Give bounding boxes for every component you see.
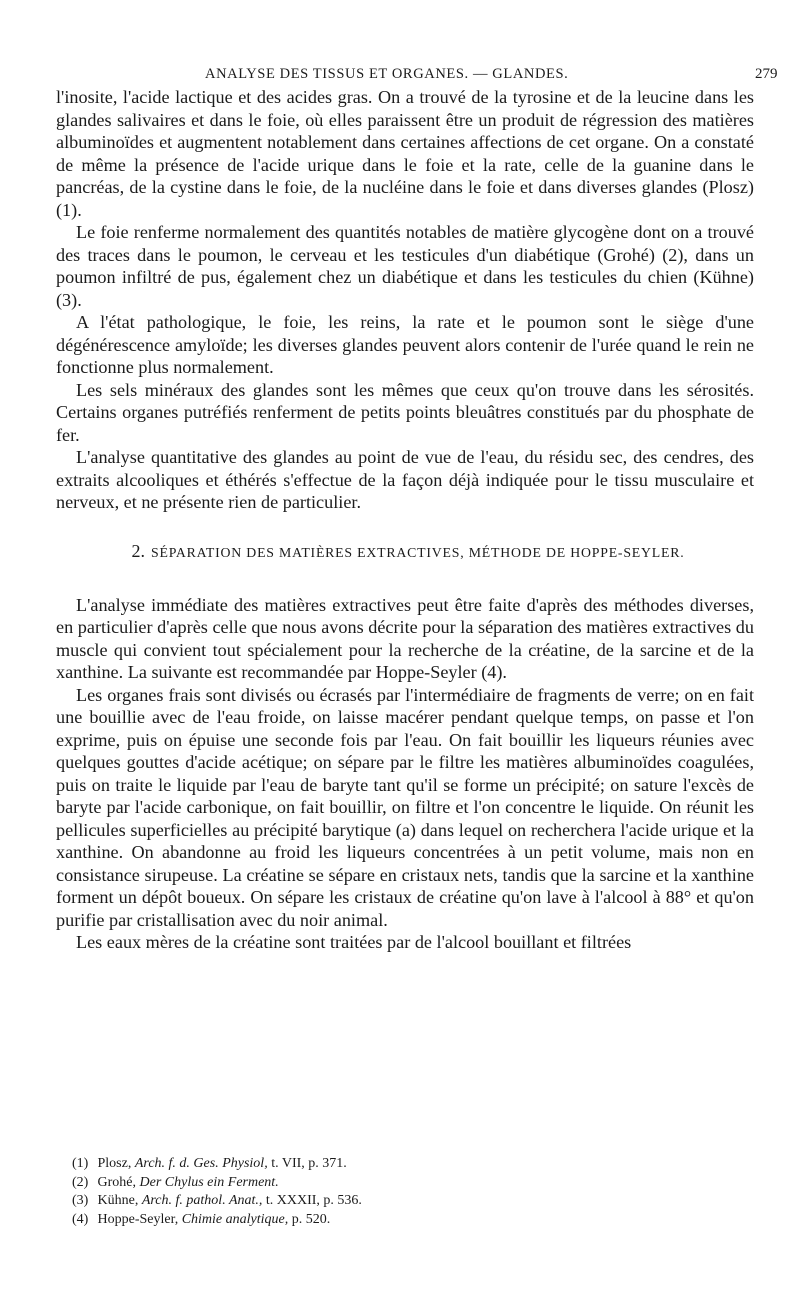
paragraph: L'analyse immédiate des matières extractives peut être faite d'après des méthodes diverses, en particulier d'après celle que nous avons décrite pour la séparation des matières extractives du muscle qui convient tout spécialement pour la recherche de la créatine, de la sarcine et de la xanthine. La suivante est recommandée par Hoppe-Seyler (4).: [56, 594, 754, 682]
section-number: 2.: [131, 540, 145, 561]
paragraph: L'analyse quantitative des glandes au point de vue de l'eau, du résidu sec, des cendres, des extraits alcooliques et éthérés s'effectue de la façon déjà indiquée pour le tissu musculaire et nerveux, et ne présente rien de particulier.: [56, 447, 754, 512]
footnote: (2) Grohé, Der Chylus ein Ferment.: [72, 1174, 279, 1190]
footnote: (1) Plosz, Arch. f. d. Ges. Physiol, t. VII, p. 371.: [72, 1156, 347, 1171]
paragraph: Les organes frais sont divisés ou écrasés par l'intermédiaire de fragments de verre; on en fait une bouillie avec de l'eau froide, on laisse macérer pendant quelque temps, on passe et l'on exprime, puis on épuise une seconde fois par l'eau. On fait bouillir les liqueurs réunies avec quelques gouttes d'acide acétique; on sépare par le filtre les matières albuminoïdes coagulées, puis on traite le liquide par l'eau de baryte tant qu'il se forme un précipité; on sature l'excès de baryte par l'acide carbonique, on fait bouillir, on filtre et l'on concentre le liquide. On réunit les pellicules superficielles au précipité barytique (a) dans lequel on recherchera l'acide urique et la xanthine. On abandonne au froid les liqueurs concentrées à un petit volume, mais non en consistance sirupeuse. La créatine se sépare en cristaux nets, tandis que la sarcine et la xanthine forment un dépôt boueux. On sépare les cristaux de créatine qu'on lave à l'alcool à 88° et qu'on purifie par cristallisation avec du noir animal.: [56, 684, 754, 930]
paragraph: A l'état pathologique, le foie, les reins, la rate et le poumon sont le siège d'une dégénérescence amyloïde; les diverses glandes peuvent alors contenir de l'urée quand le rein ne fonctionne plus normalement.: [56, 312, 754, 377]
footnote: (4) Hoppe-Seyler, Chimie analytique, p. 520.: [72, 1211, 331, 1227]
paragraph: Les eaux mères de la créatine sont traitées par de l'alcool bouillant et filtrées: [76, 932, 632, 952]
paragraph: l'inosite, l'acide lactique et des acides gras. On a trouvé de la tyrosine et de la leucine dans les glandes salivaires et dans le foie, où elles paraissent être un produit de régression des matières albuminoïdes et augmentent notablement dans certaines affections de cet organe. On a constaté de même la présence de l'acide urique dans le foie et la rate, celle de la guanine dans le pancréas, de la cystine dans le foie, de la nucléine dans le foie et dans diverses glandes (Plosz) (1).: [56, 87, 754, 220]
running-title: ANALYSE DES TISSUS ET ORGANES. — GLANDES.: [205, 66, 569, 82]
page-body: [56, 86, 754, 954]
section-heading: [56, 540, 754, 564]
section-title: SÉPARATION DES MATIÈRES EXTRACTIVES, MÉTHODE DE HOPPE-SEYLER.: [151, 544, 685, 560]
footnote: (3) Kühne, Arch. f. pathol. Anat., t. XXXII, p. 536.: [72, 1193, 362, 1208]
paragraph: Les sels minéraux des glandes sont les mêmes que ceux qu'on trouve dans les sérosités. Certains organes putréfiés renferment de petits points bleuâtres constitués par du phosphate de fer.: [56, 379, 754, 445]
page-number: 279: [755, 66, 778, 82]
footnotes: [72, 1155, 732, 1229]
paragraph: Le foie renferme normalement des quantités notables de matière glycogène dont on a trouvé des traces dans le poumon, le cerveau et les testicules d'un diabétique (Grohé) (2), dans un poumon infiltré de pus, également chez un diabétique et dans les testicules du chien (Kühne) (3).: [56, 222, 754, 310]
